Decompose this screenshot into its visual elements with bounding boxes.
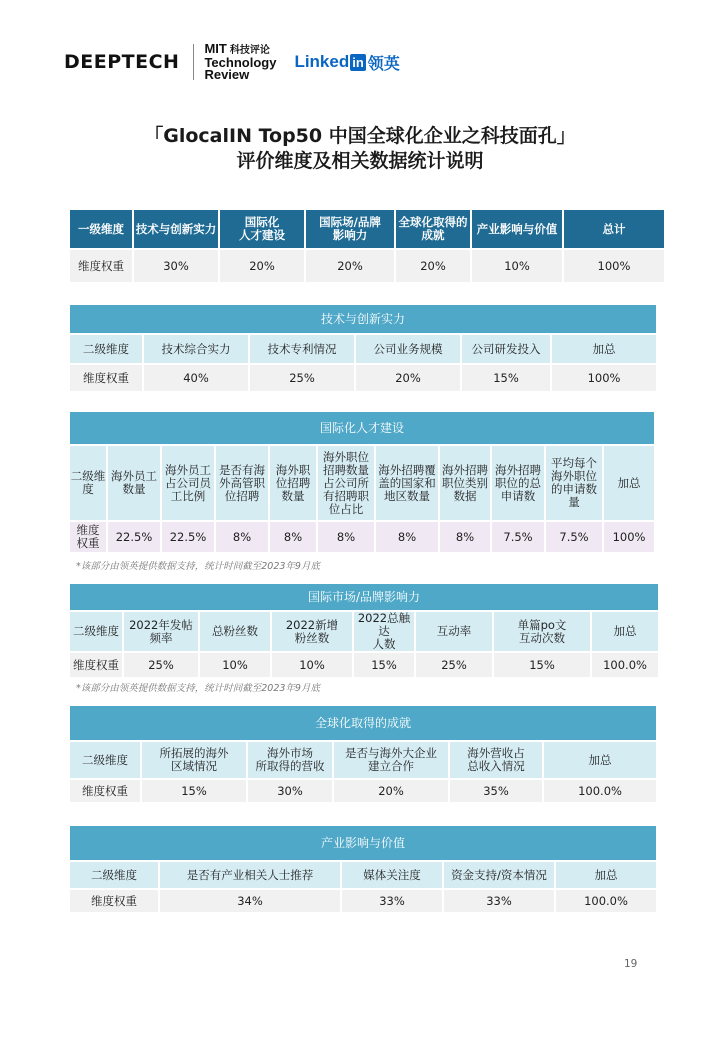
table-row — [70, 365, 656, 391]
value-cell: 100% — [564, 250, 664, 282]
row-label-cell: 维度权重 — [70, 653, 122, 677]
table-row — [70, 653, 658, 677]
linkedin-logo-cn: 领英 — [367, 55, 400, 73]
header-cell: 二级维度 — [70, 742, 140, 778]
table-row — [70, 780, 656, 802]
value-cell: 33% — [342, 890, 442, 912]
value-cell: 8% — [216, 522, 268, 552]
header-cell: 海外招聘 职位类别 数据 — [440, 446, 490, 520]
value-cell: 22.5% — [162, 522, 214, 552]
table-caption-row — [70, 305, 656, 333]
value-cell: 15% — [142, 780, 246, 802]
value-cell: 25% — [124, 653, 198, 677]
header-cell: 所拓展的海外 区域情况 — [142, 742, 246, 778]
header-cell: 海外招聘 职位的总 申请数 — [492, 446, 544, 520]
deeptech-logo: DEEPTECH — [64, 51, 180, 73]
linkedin-in-icon: in — [352, 54, 364, 70]
header-cell: 是否有产业相关人士推荐 — [160, 862, 340, 888]
value-cell: 100% — [604, 522, 654, 552]
data-source-note: *该部分由领英提供数据支持，统计时间截至2023年9月底 — [76, 683, 320, 694]
value-cell: 7.5% — [492, 522, 544, 552]
table-row — [70, 522, 654, 552]
table-header-row — [70, 742, 656, 778]
header-cell: 一级维度 — [70, 210, 132, 248]
table-caption-row — [70, 706, 656, 740]
table-caption: 产业影响与价值 — [70, 826, 656, 860]
header-cell: 公司研发投入 — [462, 335, 550, 363]
value-cell: 15% — [462, 365, 550, 391]
value-cell: 8% — [318, 522, 374, 552]
table-industry-impact — [68, 824, 658, 914]
value-cell: 10% — [472, 250, 562, 282]
table-header-row — [70, 612, 658, 651]
table-primary-dimensions — [68, 208, 666, 284]
header-cell: 二级维度 — [70, 862, 158, 888]
header-cell: 加总 — [604, 446, 654, 520]
value-cell: 20% — [220, 250, 304, 282]
table-brand-influence — [68, 582, 660, 679]
mit-logo-line3: Review — [204, 67, 250, 82]
header-cell: 技术专利情况 — [250, 335, 354, 363]
table-caption: 国际化人才建设 — [70, 412, 654, 444]
header-cell: 技术综合实力 — [144, 335, 248, 363]
table-caption: 全球化取得的成就 — [70, 706, 656, 740]
header-cell: 是否有海 外高管职 位招聘 — [216, 446, 268, 520]
value-cell: 20% — [396, 250, 470, 282]
mit-logo-cn: 科技评论 — [229, 45, 270, 56]
header-cell: 全球化取得的 成就 — [396, 210, 470, 248]
value-cell: 30% — [248, 780, 332, 802]
header-cell: 海外营收占 总收入情况 — [450, 742, 542, 778]
header-cell: 二级维 度 — [70, 446, 106, 520]
mit-logo-text: MIT — [204, 41, 227, 56]
header-cell: 加总 — [556, 862, 656, 888]
value-cell: 100% — [552, 365, 656, 391]
page-title — [0, 124, 720, 174]
value-cell: 33% — [444, 890, 554, 912]
linkedin-logo — [294, 51, 399, 74]
value-cell: 7.5% — [546, 522, 602, 552]
header-cell: 海外市场 所取得的营收 — [248, 742, 332, 778]
table-caption: 国际市场/品牌影响力 — [70, 584, 658, 610]
table-global-achievements — [68, 704, 658, 804]
table-caption: 技术与创新实力 — [70, 305, 656, 333]
header-cell: 总计 — [564, 210, 664, 248]
value-cell: 30% — [134, 250, 218, 282]
header-cell: 加总 — [544, 742, 656, 778]
header-cell: 国际场/品牌 影响力 — [306, 210, 394, 248]
header-cell: 2022年发帖 频率 — [124, 612, 198, 651]
table-caption-row — [70, 584, 658, 610]
linkedin-logo-text: Linked — [294, 52, 350, 71]
header-cell: 加总 — [552, 335, 656, 363]
value-cell: 100.0% — [556, 890, 656, 912]
row-label-cell: 维度权重 — [70, 890, 158, 912]
value-cell: 20% — [334, 780, 448, 802]
value-cell: 8% — [270, 522, 316, 552]
value-cell: 10% — [200, 653, 270, 677]
table-header-row — [70, 210, 664, 248]
header-cell: 加总 — [592, 612, 658, 651]
title-line-1: 「GlocalIN Top50 中国全球化企业之科技面孔」 — [144, 125, 576, 147]
header-cell: 2022新增 粉丝数 — [272, 612, 352, 651]
row-label-cell: 维度权重 — [70, 250, 132, 282]
table-row — [70, 250, 664, 282]
table-header-row — [70, 446, 654, 520]
logo-divider — [193, 44, 194, 80]
value-cell: 35% — [450, 780, 542, 802]
table-row — [70, 890, 656, 912]
header-cell: 平均每个 海外职位 的申请数 量 — [546, 446, 602, 520]
value-cell: 34% — [160, 890, 340, 912]
header-cell: 国际化 人才建设 — [220, 210, 304, 248]
value-cell: 15% — [354, 653, 414, 677]
table-header-row — [70, 862, 656, 888]
table-caption-row — [70, 412, 654, 444]
mit-technology-review-logo — [204, 43, 276, 81]
page-number: 19 — [624, 958, 638, 970]
header-cell: 总粉丝数 — [200, 612, 270, 651]
header-cell: 媒体关注度 — [342, 862, 442, 888]
header-cell: 海外员工 数量 — [108, 446, 160, 520]
header-cell: 资金支持/资本情况 — [444, 862, 554, 888]
header-cell: 技术与创新实力 — [134, 210, 218, 248]
value-cell: 100.0% — [544, 780, 656, 802]
value-cell: 22.5% — [108, 522, 160, 552]
logo-bar — [64, 42, 400, 82]
header-cell: 互动率 — [416, 612, 492, 651]
row-label-cell: 维度权重 — [70, 780, 140, 802]
header-cell: 2022总触达 人数 — [354, 612, 414, 651]
value-cell: 100.0% — [592, 653, 658, 677]
table-caption-row — [70, 826, 656, 860]
table-international-talent — [68, 410, 656, 554]
header-cell: 二级维度 — [70, 612, 122, 651]
table-header-row — [70, 335, 656, 363]
value-cell: 20% — [306, 250, 394, 282]
row-label-cell: 维度权重 — [70, 365, 142, 391]
value-cell: 25% — [250, 365, 354, 391]
table-tech-innovation — [68, 303, 658, 393]
header-cell: 是否与海外大企业 建立合作 — [334, 742, 448, 778]
header-cell: 产业影响与价值 — [472, 210, 562, 248]
mit-logo-line2: Technology — [204, 55, 277, 70]
header-cell: 二级维度 — [70, 335, 142, 363]
header-cell: 海外招聘覆 盖的国家和 地区数量 — [376, 446, 438, 520]
value-cell: 15% — [494, 653, 590, 677]
value-cell: 40% — [144, 365, 248, 391]
value-cell: 8% — [376, 522, 438, 552]
data-source-note: *该部分由领英提供数据支持，统计时间截至2023年9月底 — [76, 561, 320, 572]
header-cell: 公司业务规模 — [356, 335, 460, 363]
value-cell: 20% — [356, 365, 460, 391]
header-cell: 海外职 位招聘 数量 — [270, 446, 316, 520]
title-line-2: 评价维度及相关数据统计说明 — [236, 150, 484, 172]
header-cell: 海外职位 招聘数量 占公司所 有招聘职 位占比 — [318, 446, 374, 520]
value-cell: 25% — [416, 653, 492, 677]
header-cell: 单篇po文 互动次数 — [494, 612, 590, 651]
value-cell: 10% — [272, 653, 352, 677]
value-cell: 8% — [440, 522, 490, 552]
header-cell: 海外员工 占公司员 工比例 — [162, 446, 214, 520]
row-label-cell: 维度 权重 — [70, 522, 106, 552]
